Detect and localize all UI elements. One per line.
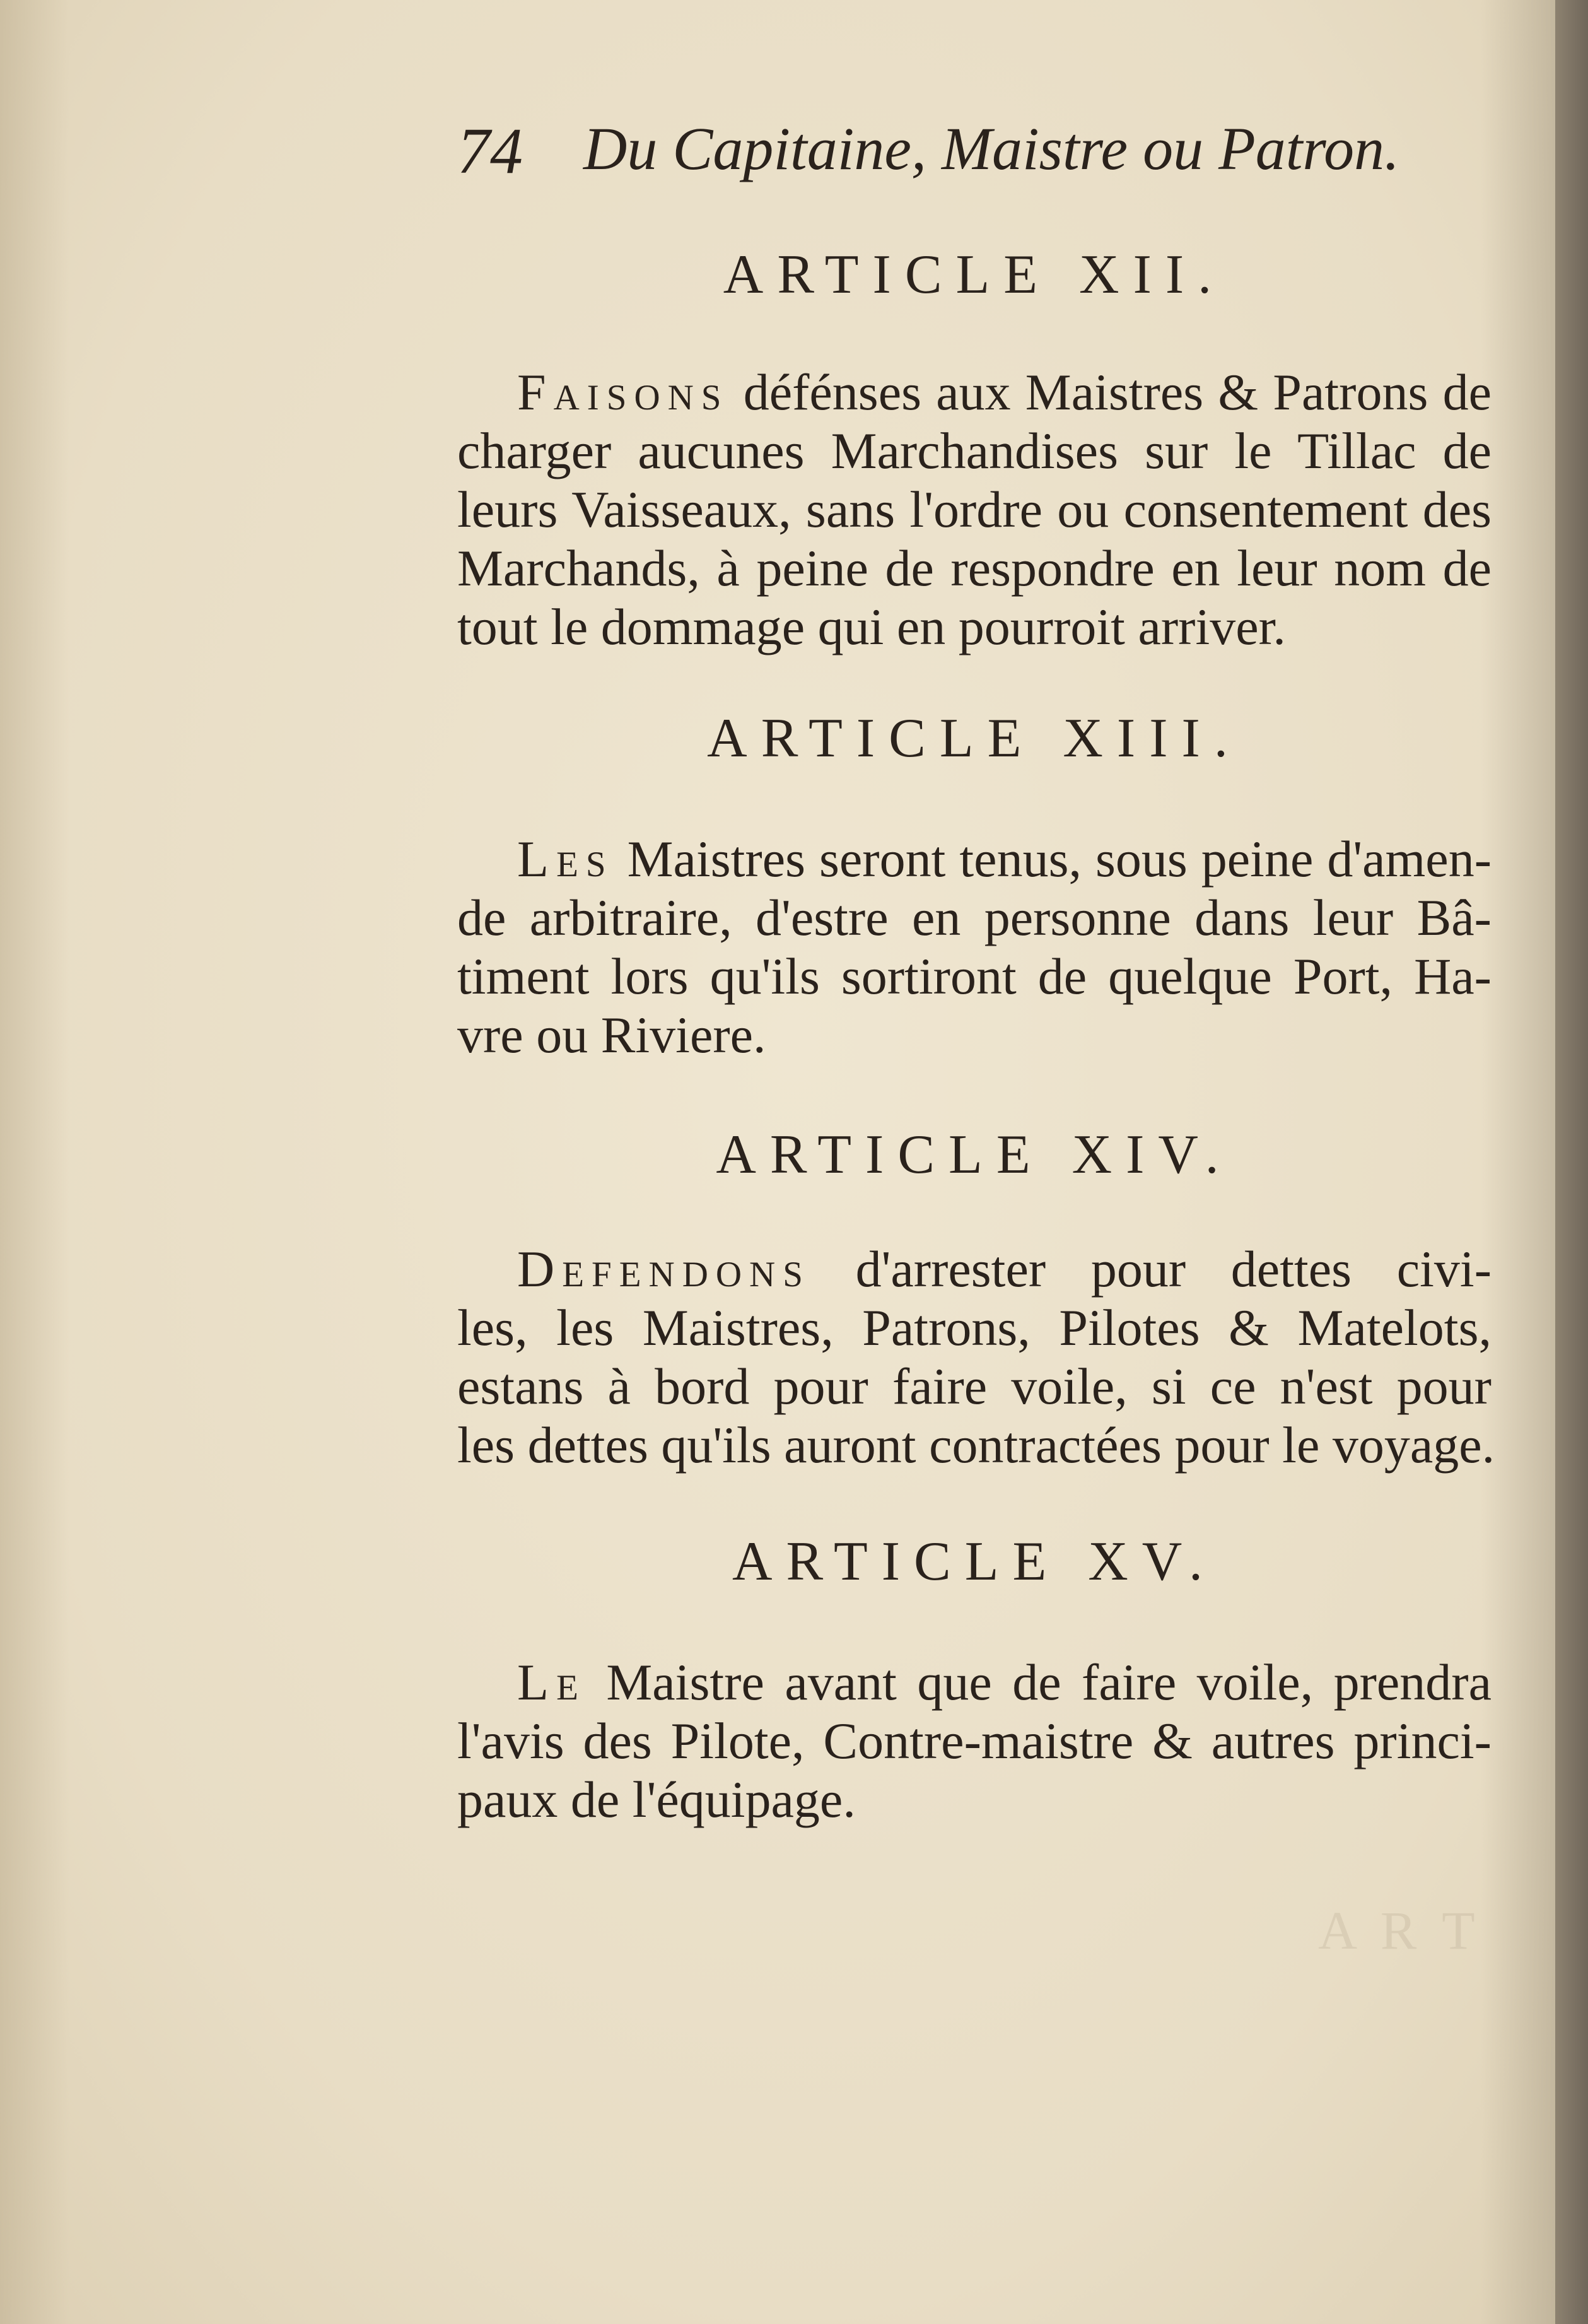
- text-line: l'avis des Pilote, Contre-maistre & autres princi-: [457, 1712, 1492, 1769]
- text-line: timent lors qu'ils sortiront de quelque Port, Ha-: [457, 948, 1492, 1005]
- article-body: [457, 830, 1492, 1064]
- text-line: Le Maistre avant que de faire voile, prendra: [517, 1653, 1492, 1711]
- text-line: Les Maistres seront tenus, sous peine d'amen-: [517, 830, 1492, 888]
- lead-word: Le: [517, 1653, 586, 1711]
- text-line: tout le dommage qui en pourroit arriver.: [457, 598, 1286, 655]
- bleed-through-text: A R T: [1318, 1900, 1481, 1961]
- text-line: les dettes qu'ils auront contractées pour le voyage.: [457, 1416, 1495, 1474]
- article-heading: ARTICLE XIII.: [707, 708, 1242, 769]
- text-line: estans à bord pour faire voile, si ce n'est pour: [457, 1358, 1492, 1415]
- lead-word: Les: [517, 830, 614, 888]
- article-body: [457, 363, 1492, 656]
- text-line: Marchands, à peine de respondre en leur nom de: [457, 539, 1492, 597]
- article-heading: ARTICLE XV.: [732, 1531, 1217, 1592]
- running-title: Du Capitaine, Maistre ou Patron.: [583, 115, 1400, 182]
- article-body: [457, 1240, 1495, 1474]
- text-line: de arbitraire, d'estre en personne dans leur Bâ-: [457, 889, 1492, 946]
- text-line: Faisons défénses aux Maistres & Patrons de: [517, 363, 1492, 421]
- text-line: leurs Vaisseaux, sans l'ordre ou consentement des: [457, 481, 1492, 538]
- lead-word: Faisons: [517, 363, 729, 421]
- page-number: 74: [457, 115, 523, 187]
- article-heading: ARTICLE XII.: [723, 244, 1226, 305]
- article-body: [457, 1653, 1492, 1829]
- page-header: [457, 107, 1492, 202]
- article-heading: ARTICLE XIV.: [716, 1124, 1233, 1185]
- text-line: charger aucunes Marchandises sur le Tillac de: [457, 422, 1492, 479]
- lead-word: Defendons: [517, 1240, 810, 1298]
- text-line: paux de l'équipage.: [457, 1771, 856, 1828]
- text-line: Defendons d'arrester pour dettes civi-: [517, 1240, 1492, 1298]
- page-gutter-edge: [1555, 0, 1588, 2324]
- text-line: les, les Maistres, Patrons, Pilotes & Matelots,: [457, 1299, 1492, 1356]
- text-line: vre ou Riviere.: [457, 1006, 766, 1064]
